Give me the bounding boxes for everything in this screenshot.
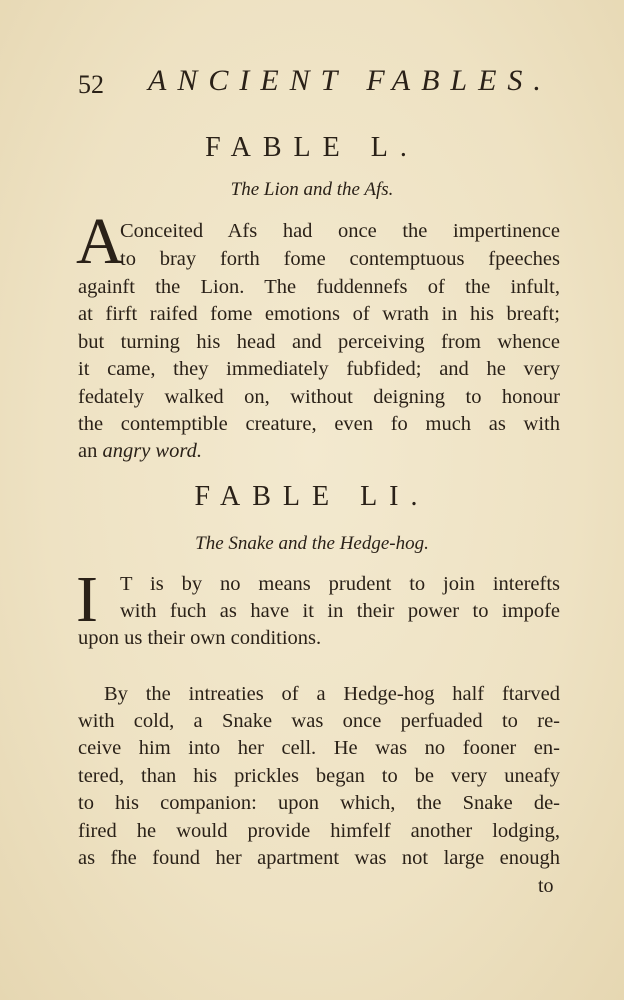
text-line: ceive him into her cell. He was no fooner en- xyxy=(78,737,560,759)
text-line: tered, than his prickles began to be very uneafy xyxy=(78,765,560,787)
text-line xyxy=(78,437,560,465)
text-line: with fuch as have it in their power to impofe xyxy=(120,600,560,622)
italic-phrase: angry word. xyxy=(102,440,202,462)
fable-heading: FABLE L. xyxy=(205,132,419,163)
text-line: at firft raifed fome emotions of wrath in his breaft; xyxy=(78,303,560,325)
fable-subtitle: The Lion and the Afs. xyxy=(230,179,394,200)
fable-subtitle: The Snake and the Hedge-hog. xyxy=(195,533,429,554)
text-line: againft the Lion. The fuddennefs of the infult, xyxy=(78,276,560,298)
drop-cap: I xyxy=(76,563,98,636)
text-line: upon us their own conditions. xyxy=(78,627,322,649)
text-line: T is by no means prudent to join interefts xyxy=(120,573,560,595)
running-head xyxy=(78,64,552,104)
text-line: but turning his head and perceiving from whence xyxy=(78,331,560,353)
running-title: ANCIENT FABLES. xyxy=(148,64,552,97)
fable-heading: FABLE LI. xyxy=(194,481,430,512)
text-line: to bray forth fome contemptuous fpeeches xyxy=(120,248,560,270)
text-span: an xyxy=(78,440,103,462)
text-line: as fhe found her apartment was not large enough xyxy=(78,847,560,869)
page-number: 52 xyxy=(78,70,104,99)
text-line: fired he would provide himfelf another lodging, xyxy=(78,820,560,842)
catchword: to xyxy=(538,875,554,897)
text-line: it came, they immediately fubfided; and he very xyxy=(78,358,560,380)
text-line: the contemptible creature, even fo much as with xyxy=(78,413,560,435)
text-line: with cold, a Snake was once perfuaded to re- xyxy=(78,710,560,732)
text-line: to his companion: upon which, the Snake de- xyxy=(78,792,560,814)
drop-cap: A xyxy=(76,205,124,278)
text-line: By the intreaties of a Hedge-hog half ftarved xyxy=(104,683,560,705)
text-line: fedately walked on, without deigning to honour xyxy=(78,386,560,408)
text-line: Conceited Afs had once the impertinence xyxy=(120,220,560,242)
